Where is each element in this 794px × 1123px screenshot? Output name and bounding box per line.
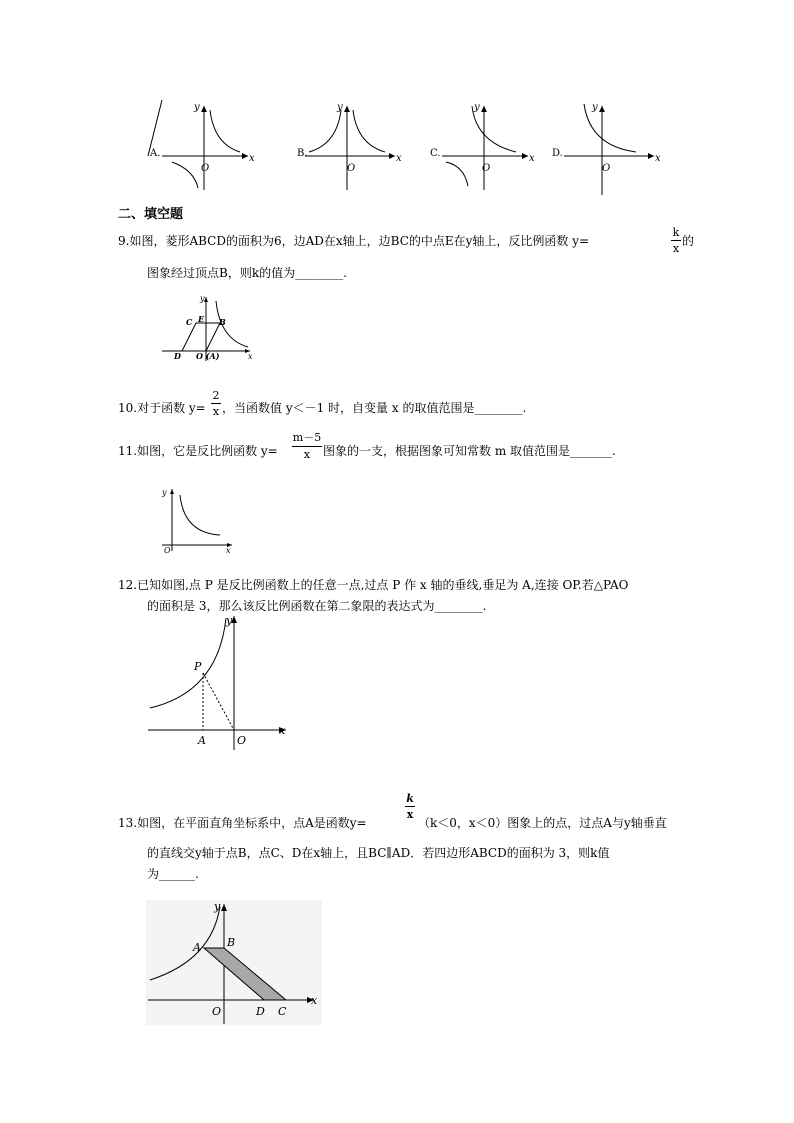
q10-frac-num: 2 bbox=[212, 389, 220, 402]
q9-label-e: E bbox=[198, 314, 205, 324]
q13-frac-num: k bbox=[406, 792, 414, 805]
option-d-y: y bbox=[592, 102, 598, 113]
q13-label-y: y bbox=[214, 900, 221, 913]
q12-label-x: x bbox=[279, 724, 286, 737]
q9-label-oa: O (A) bbox=[196, 351, 220, 361]
option-c-x: x bbox=[529, 153, 535, 164]
q11-frac-den: x bbox=[303, 448, 311, 461]
q11-figure bbox=[158, 483, 238, 555]
option-d-origin: O bbox=[602, 163, 611, 174]
q12-label-y: y bbox=[226, 614, 233, 627]
q9-label-c: C bbox=[186, 317, 193, 327]
q9-label-b: B bbox=[219, 317, 226, 327]
q9-line1-end: 的 bbox=[682, 234, 695, 248]
option-graph-b bbox=[295, 100, 405, 190]
section-title: 二、填空题 bbox=[118, 207, 184, 222]
q13-label-o: O bbox=[212, 1005, 222, 1018]
q11-post: 图象的一支，根据图象可知常数 m 取值范围是_______. bbox=[323, 444, 616, 458]
q13-figure bbox=[146, 900, 322, 1025]
option-d-label: D. bbox=[552, 148, 563, 159]
q9-line2: 图象经过顶点B，则k的值为________. bbox=[147, 266, 347, 280]
q9-frac-num: k bbox=[672, 226, 680, 239]
q9-line1: 9.如图，菱形ABCD的面积为6，边AD在x轴上，边BC的中点E在y轴上，反比例函数 y= bbox=[118, 234, 590, 248]
q13-label-d: D bbox=[256, 1005, 265, 1018]
q13-post: （k＜0，x＜0）图象上的点，过点A与y轴垂直 bbox=[418, 816, 667, 830]
option-a-x: x bbox=[249, 153, 255, 164]
option-a-label: A. bbox=[150, 148, 161, 159]
q12-figure bbox=[146, 612, 296, 752]
q12-line1: 12.已知如图,点 P 是反比例函数上的任意一点,过点 P 作 x 轴的垂线,垂足为 A,连接 OP.若△PAO bbox=[118, 578, 629, 592]
q9-label-y: y bbox=[200, 294, 205, 303]
option-graph-d bbox=[550, 100, 660, 190]
q13-pre: 13.如图，在平面直角坐标系中，点A是函数y= bbox=[118, 816, 367, 830]
option-b-x: x bbox=[396, 153, 402, 164]
option-c-origin: O bbox=[482, 163, 491, 174]
q10-frac-den: x bbox=[212, 405, 220, 418]
q9-label-d: D bbox=[174, 351, 181, 361]
q13-frac-line bbox=[405, 806, 415, 807]
q12-label-o: O bbox=[237, 734, 247, 747]
q9-frac-den: x bbox=[672, 242, 680, 255]
q11-label-y: y bbox=[162, 488, 167, 497]
option-b-y: y bbox=[337, 102, 343, 113]
q11-pre: 11.如图，它是反比例函数 y= bbox=[118, 444, 278, 458]
option-graph-c bbox=[428, 100, 538, 190]
q13-line2: 的直线交y轴于点B，点C、D在x轴上，且BC∥AD．若四边形ABCD的面积为 3，则k值 bbox=[147, 846, 610, 860]
q11-frac-num: m－5 bbox=[292, 431, 322, 444]
option-graph-a bbox=[148, 100, 258, 190]
option-b-label: B. bbox=[297, 148, 308, 159]
q9-figure bbox=[160, 293, 260, 363]
q9-label-x: x bbox=[248, 352, 253, 361]
option-c-y: y bbox=[474, 102, 480, 113]
option-a-y: y bbox=[194, 102, 200, 113]
q12-label-p: P bbox=[194, 660, 202, 673]
option-c-label: C. bbox=[430, 148, 441, 159]
q13-label-c: C bbox=[278, 1005, 287, 1018]
option-b-origin: O bbox=[347, 163, 356, 174]
q11-label-x: x bbox=[226, 546, 231, 555]
q12-label-a: A bbox=[198, 734, 206, 747]
option-a-origin: O bbox=[201, 163, 210, 174]
option-d-x: x bbox=[655, 153, 661, 164]
q13-label-x: x bbox=[311, 994, 318, 1007]
q11-label-o: O bbox=[164, 546, 171, 555]
q10-pre: 10.对于函数 y= bbox=[118, 401, 206, 415]
q10-post: ，当函数值 y＜－1 时，自变量 x 的取值范围是________. bbox=[222, 401, 527, 415]
q13-label-b: B bbox=[227, 936, 236, 949]
q9-frac-line bbox=[671, 240, 681, 241]
q13-label-a: A bbox=[193, 941, 201, 954]
q12-line2: 的面积是 3，那么该反比例函数在第二象限的表达式为________. bbox=[147, 599, 487, 613]
q11-frac-line bbox=[292, 446, 322, 447]
q10-frac-line bbox=[211, 403, 221, 404]
q13-frac-den: x bbox=[406, 808, 414, 821]
q13-line3: 为______. bbox=[147, 867, 199, 881]
